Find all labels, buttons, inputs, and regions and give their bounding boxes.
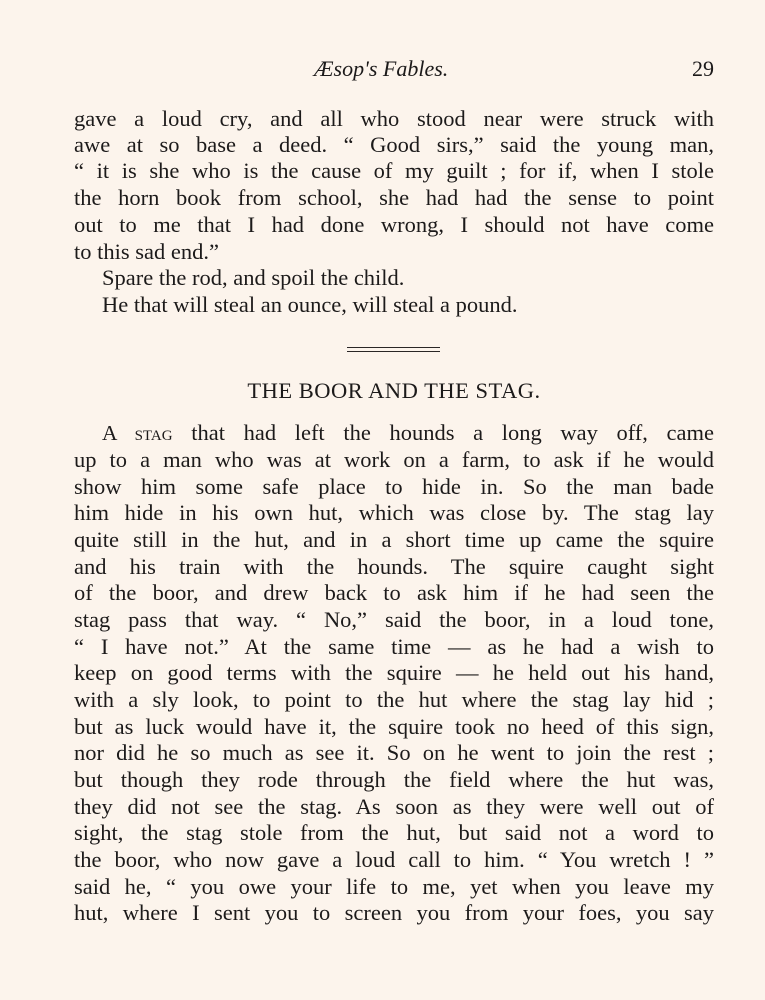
text-line: sight, the stag stole from the hut, but said not a word to <box>74 820 714 845</box>
page-number: 29 <box>692 56 714 81</box>
text-line: nor did he so much as see it. So on he went to join the rest ; <box>74 740 714 765</box>
opening-small-caps: A stag <box>102 421 173 445</box>
fable-title: THE BOOR AND THE STAG. <box>247 378 541 403</box>
text-line: out to me that I had done wrong, I should not have come <box>74 212 714 237</box>
text-line: show him some safe place to hide in. So the man bade <box>74 474 714 499</box>
text-line: of the boor, and drew back to ask him if he had seen the <box>74 580 714 605</box>
text-line: but though they rode through the field where the hut was, <box>74 767 714 792</box>
text-line: the boor, who now gave a loud call to him. “ You wretch ! ” <box>74 847 714 872</box>
text-line: hut, where I sent you to screen you from your foes, you say <box>74 900 714 925</box>
opening-line-rest: that had left the hounds a long way off, came <box>172 420 715 445</box>
text-line: up to a man who was at work on a farm, to ask if he would <box>74 447 714 472</box>
text-line: keep on good terms with the squire — he held out his hand, <box>74 660 714 685</box>
moral-line: He that will steal an ounce, will steal a pound. <box>102 292 518 317</box>
text-line: quite still in the hut, and in a short time up came the squire <box>74 527 714 552</box>
text-line: the horn book from school, she had had the sense to point <box>74 185 714 210</box>
text-line: “ it is she who is the cause of my guilt ; for if, when I stole <box>74 158 714 183</box>
text-line: but as luck would have it, the squire took no heed of this sign, <box>74 714 714 739</box>
text-line: “ I have not.” At the same time — as he had a wish to <box>74 634 714 659</box>
text-line: with a sly look, to point to the hut where the stag lay hid ; <box>74 687 714 712</box>
text-line: gave a loud cry, and all who stood near were struck with <box>74 106 714 131</box>
text-line: him hide in his own hut, which was close by. The stag lay <box>74 500 714 525</box>
text-line: they did not see the stag. As soon as they were well out of <box>74 794 714 819</box>
running-title: Æsop's Fables. <box>314 56 449 81</box>
text-line <box>102 420 714 446</box>
running-head <box>74 56 714 86</box>
text-line: and his train with the hounds. The squire caught sight <box>74 554 714 579</box>
text-line: said he, “ you owe your life to me, yet when you leave my <box>74 874 714 899</box>
text-line: stag pass that way. “ No,” said the boor, in a loud tone, <box>74 607 714 632</box>
section-divider-rule <box>347 351 440 352</box>
moral-line: Spare the rod, and spoil the child. <box>102 265 405 290</box>
text-line: awe at so base a deed. “ Good sirs,” said the young man, <box>74 132 714 157</box>
section-divider-rule <box>347 347 440 348</box>
text-line: to this sad end.” <box>74 239 219 264</box>
